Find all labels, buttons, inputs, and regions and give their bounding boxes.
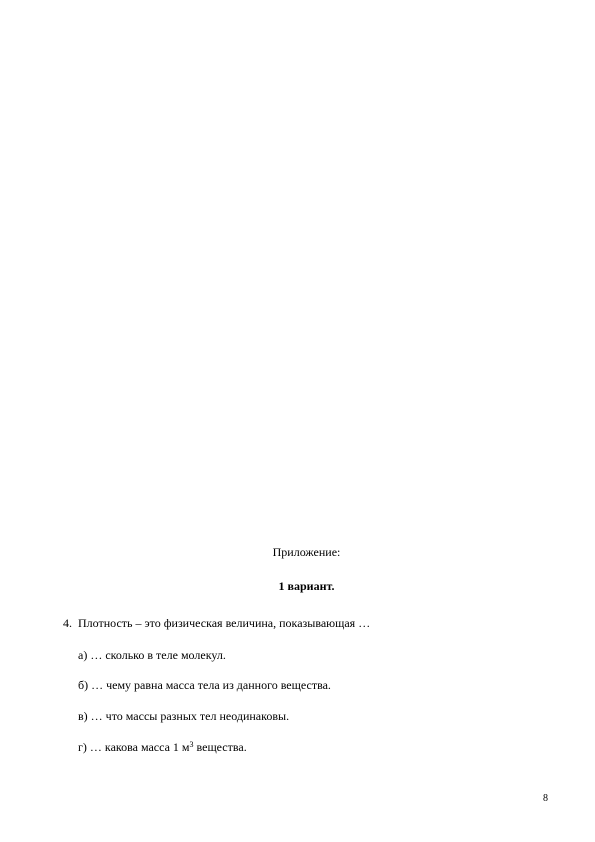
answer-option-a: а) … сколько в теле молекул. [78,648,226,662]
answer-option-d [78,740,247,754]
question-number: 4. [63,616,72,630]
answer-option-d-text: г) … какова масса 1 м [78,740,190,754]
page-number: 8 [543,793,548,804]
superscript-exponent: 3 [189,740,194,749]
question-text: Плотность – это физическая величина, показывающая … [78,616,371,630]
variant-title: 1 вариант. [278,579,335,593]
answer-option-c: в) … что массы разных тел неодинаковы. [78,709,290,723]
question-4 [63,616,370,630]
answer-option-b: б) … чему равна масса тела из данного вещества. [78,678,331,692]
appendix-title: Приложение: [272,545,341,559]
answer-option-d-tail: вещества. [193,740,247,754]
